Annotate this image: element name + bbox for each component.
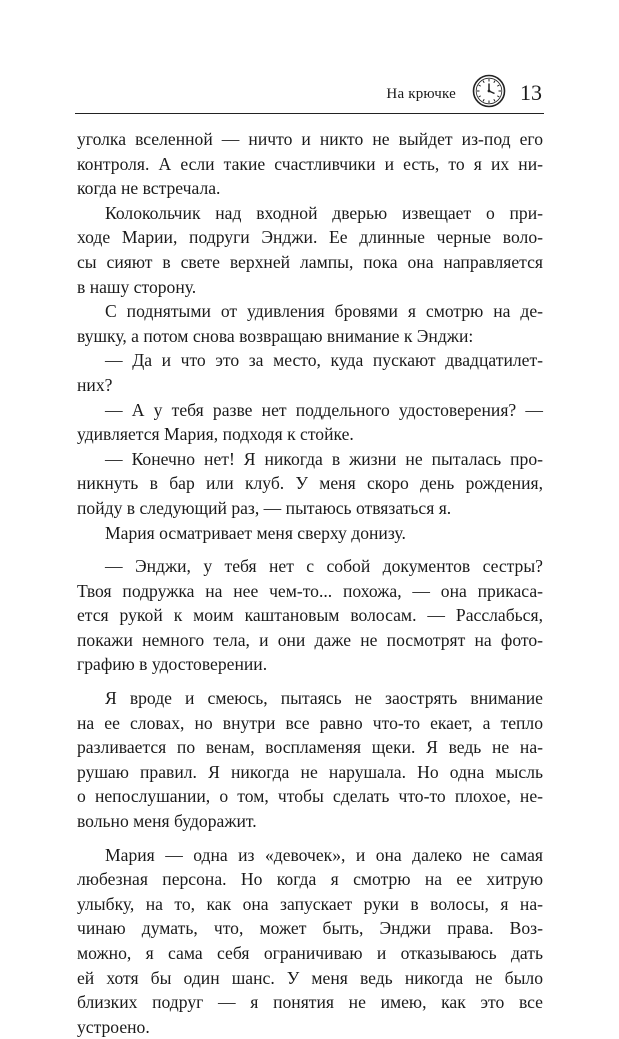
clock-icon bbox=[472, 74, 506, 108]
text-line: графию в удостоверении. bbox=[77, 654, 268, 675]
paragraph bbox=[77, 686, 543, 834]
paragraph bbox=[77, 398, 543, 447]
text-line: — Да и что это за место, куда пускают двадцатилет- bbox=[105, 350, 543, 371]
text-line: любезная персона. Но когда я смотрю на ее хитрую bbox=[77, 869, 543, 890]
text-line: в нашу сторону. bbox=[77, 276, 197, 297]
page-number: 13 bbox=[520, 80, 542, 105]
text-line: вушку, а потом снова возвращаю внимание к Энджи: bbox=[77, 325, 474, 346]
running-title: На крючке bbox=[386, 86, 456, 102]
text-line: ется рукой к моим каштановым волосам. — Расслабься, bbox=[77, 605, 543, 626]
text-line: сы сияют в свете верхней лампы, пока она направляется bbox=[77, 251, 543, 272]
text-line: контроля. А если такие счастливчики и есть, то я их ни- bbox=[77, 153, 543, 174]
text-line: никнуть в бар или клуб. У меня скоро день рождения, bbox=[77, 473, 543, 494]
paragraph bbox=[77, 554, 543, 677]
paragraph bbox=[77, 521, 543, 546]
text-line: — Конечно нет! Я никогда в жизни не пыталась про- bbox=[105, 448, 543, 469]
paragraph-gap bbox=[77, 545, 543, 554]
paragraph bbox=[77, 447, 543, 521]
text-line: Твоя подружка на нее чем-то... похожа, — она прикаса- bbox=[77, 580, 543, 601]
text-line: вольно меня будоражит. bbox=[77, 811, 257, 832]
text-line: пойду в следующий раз, — пытаюсь отвязаться я. bbox=[77, 497, 452, 518]
text-line: них? bbox=[77, 374, 113, 395]
text-line: разливается по венам, воспламеняя щеки. Я ведь не на- bbox=[77, 737, 543, 758]
text-line: Мария — одна из «девочек», и она далеко не самая bbox=[105, 844, 543, 865]
text-line: уголка вселенной — ничто и никто не выйдет из-под его bbox=[77, 129, 543, 149]
text-line: Я вроде и смеюсь, пытаясь не заострять внимание bbox=[105, 688, 543, 709]
text-line: чинаю думать, что, может быть, Энджи права. Воз- bbox=[77, 918, 543, 939]
paragraph bbox=[77, 843, 543, 1039]
text-line: удивляется Мария, подходя к стойке. bbox=[77, 424, 354, 445]
paragraph bbox=[77, 299, 543, 348]
text-line: можно, я сама себя ограничиваю и отказываюсь дать bbox=[77, 943, 543, 963]
text-line: Колокольчик над входной дверью извещает о при- bbox=[105, 202, 543, 223]
text-line: когда не встречала. bbox=[77, 178, 221, 199]
paragraph-gap bbox=[77, 677, 543, 686]
paragraph-gap bbox=[77, 834, 543, 843]
text-line: покажи немного тела, и они даже не посмотрят на фото- bbox=[77, 629, 543, 650]
text-line: С поднятыми от удивления бровями я смотрю на де- bbox=[105, 301, 543, 322]
text-line: устроено. bbox=[77, 1016, 150, 1037]
paragraph bbox=[77, 201, 543, 299]
text-line: — Энджи, у тебя нет с собой документов сестры? bbox=[105, 556, 543, 577]
text-line: — А у тебя разве нет поддельного удостоверения? — bbox=[105, 399, 543, 420]
header-rule bbox=[75, 113, 544, 114]
paragraph bbox=[77, 348, 543, 397]
text-line: рушаю правил. Я никогда не нарушала. Но одна мысль bbox=[77, 761, 543, 782]
text-line: на ее словах, но внутри все равно что-то екает, а тепло bbox=[77, 712, 543, 733]
running-header bbox=[75, 72, 544, 114]
body-text bbox=[77, 127, 543, 1039]
text-line: близких подруг — я понятия не имею, как это все bbox=[77, 992, 543, 1013]
text-line: Мария осматривает меня сверху донизу. bbox=[105, 522, 406, 543]
text-line: о непослушании, о том, чтобы сделать что-то плохое, не- bbox=[77, 786, 543, 807]
text-line: ходе Марии, подруги Энджи. Ее длинные черные воло- bbox=[77, 227, 543, 248]
text-line: ей хотя бы один шанс. У меня ведь никогда не было bbox=[77, 967, 543, 988]
text-line: улыбку, на то, как она запускает руки в волосы, я на- bbox=[77, 893, 543, 914]
paragraph bbox=[77, 127, 543, 201]
